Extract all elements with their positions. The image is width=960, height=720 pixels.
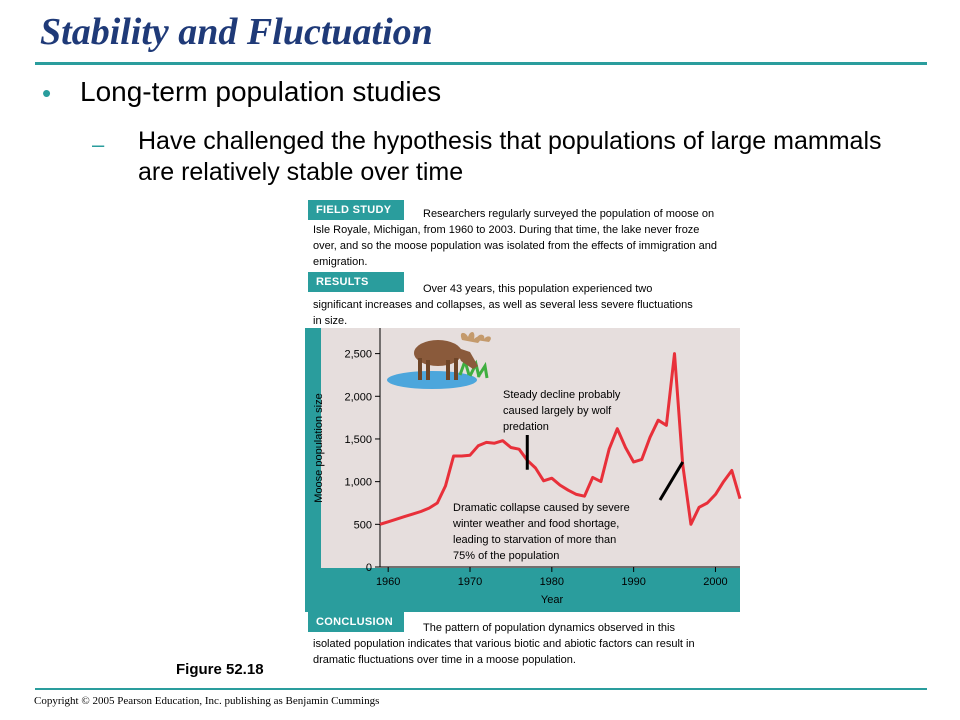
conclusion-text-first: The pattern of population dynamics observed (423, 622, 644, 634)
annotation-wolf-predation: Steady decline probably caused largely by wolf predation (503, 389, 621, 433)
figure-label: Figure 52.18 (176, 661, 264, 678)
x-tick-label: 1990 (621, 576, 646, 588)
conclusion-text-rest: in this isolated population indicates that various biotic and abiotic factors can result in dramatic fluctuations over time in a moose population. (313, 622, 695, 666)
bullet-marker: • (42, 78, 52, 108)
copyright-notice: Copyright © 2005 Pearson Education, Inc. publishing as Benjamin Cummings (34, 695, 380, 707)
y-tick-label: 2,000 (344, 391, 372, 404)
x-tick-label: 1970 (457, 576, 483, 588)
annotation-dramatic-collapse-pointer (660, 462, 683, 500)
y-tick-label: 500 (353, 519, 372, 532)
y-tick-label: 1,000 (344, 476, 372, 489)
slide-title: Stability and Fluctuation (40, 11, 433, 53)
results-text-rest: two significant increases and collapses, as well as several less severe fluctuations in size. (313, 283, 693, 327)
x-tick-label: 1960 (375, 576, 401, 588)
conclusion-tag: CONCLUSION (308, 612, 404, 632)
y-tick-label: 0 (365, 562, 372, 574)
field-study-text-rest: moose on Isle Royale, Michigan, from 1960 to 2003. During that time, the lake never froze over, and so the moose population was isolated from the effects of immigration and emigration. (313, 208, 717, 268)
x-axis-title: Year (540, 594, 564, 606)
x-tick-label: 1980 (539, 576, 565, 588)
annotation-dramatic-collapse: Dramatic collapse caused by severe winter weather and food shortage, leading to starvation of more than 75% of the population (453, 502, 630, 562)
bullet-text: Long-term population studies (80, 76, 442, 107)
conclusion-text (313, 620, 708, 668)
y-tick-label: 2,500 (344, 348, 372, 361)
footer-divider (35, 688, 927, 690)
x-tick-label: 2000 (703, 576, 728, 588)
sub-bullet-text: Have challenged the hypothesis that populations of large mammals are relatively stable over time (138, 127, 882, 186)
sub-bullet-marker: – (92, 132, 105, 157)
field-study-text-first: Researchers regularly surveyed the population of (423, 208, 663, 220)
results-text-first: Over 43 years, this population experienced (423, 283, 633, 295)
field-study-tag: FIELD STUDY (308, 200, 404, 220)
moose-illustration-icon (387, 332, 491, 389)
results-tag: RESULTS (308, 272, 404, 292)
y-tick-label: 1,500 (344, 433, 372, 446)
y-axis-title: Moose population size (313, 393, 325, 503)
